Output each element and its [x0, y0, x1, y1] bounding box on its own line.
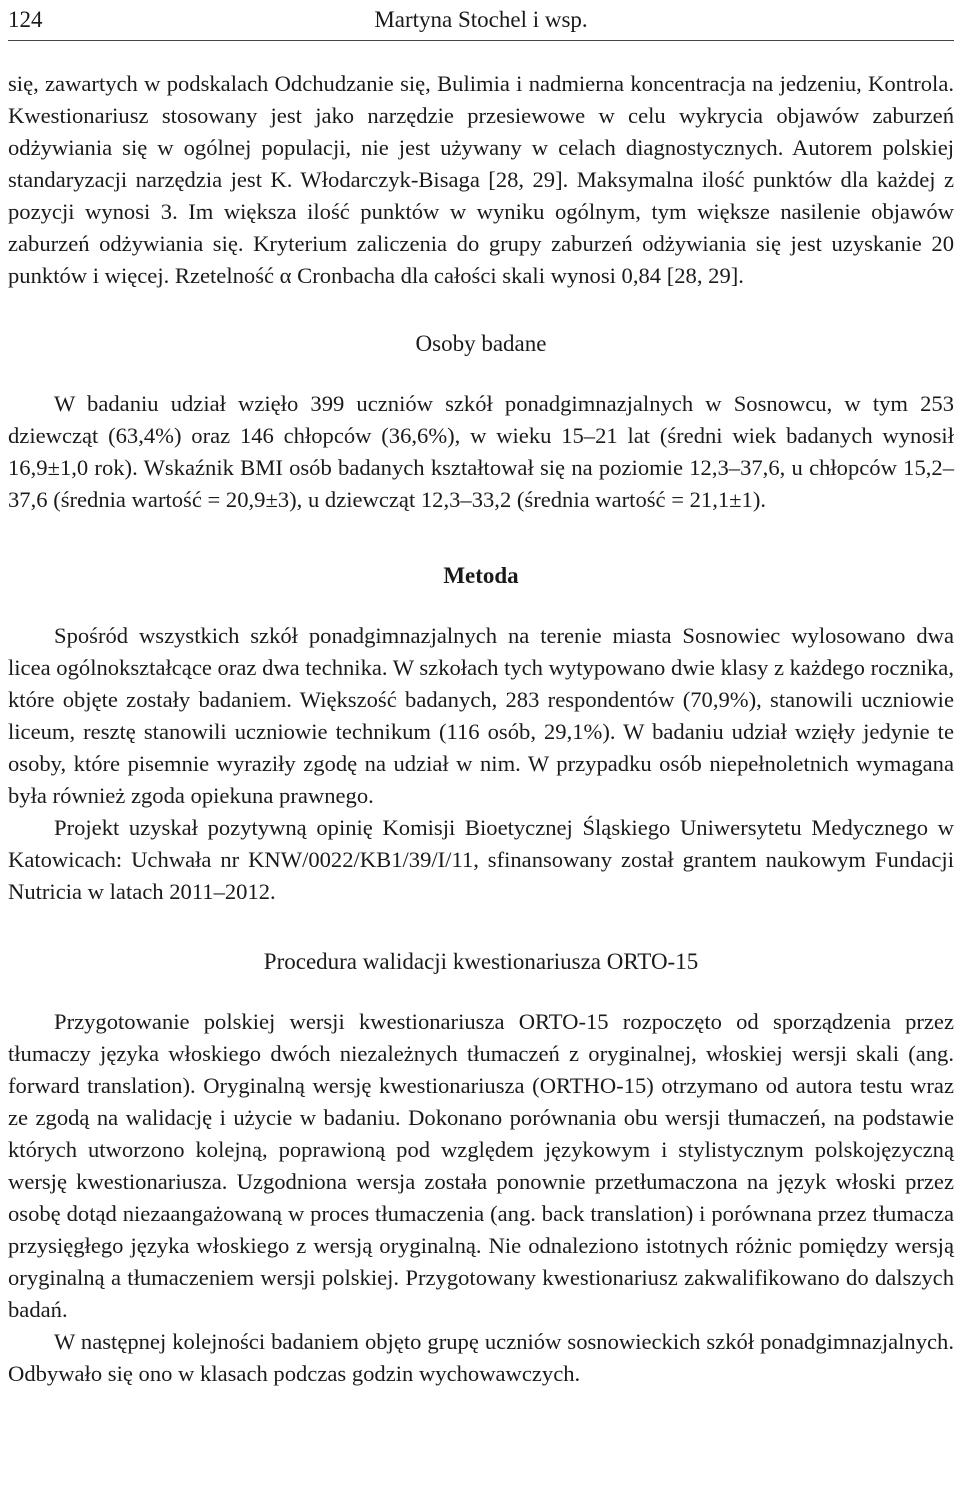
- document-page: [8, 0, 954, 1390]
- subjects-section-title: Osoby badane: [415, 331, 547, 356]
- intro-section: [8, 68, 954, 292]
- running-header: [8, 0, 954, 41]
- page-number: 124: [8, 7, 43, 32]
- subjects-paragraph: W badaniu udział wzięło 399 uczniów szkół ponadgimnazjalnych w Sosnowcu, w tym 253 dziewcząt (63,4%) oraz 146 chłopców (36,6%), w wieku 15–21 lat (średni wiek badanych wynosił 16,9±1,0 rok). Wskaźnik BMI osób badanych kształtował się na poziomie 12,3–37,6, u chłopców 15,2–37,6 (średnia wartość = 20,9±3), u dziewcząt 12,3–33,2 (średnia wartość = 21,1±1).: [8, 391, 954, 512]
- procedure-section: [8, 1006, 954, 1390]
- intro-paragraph: się, zawartych w podskalach Odchudzanie się, Bulimia i nadmierna koncentracja na jedzeniu, Kontrola. Kwestionariusz stosowany jest jako narzędzie przesiewowe w celu wykrycia objawów zaburzeń odżywiania się w ogólnej populacji, nie jest używany w celach diagnostycznych. Autorem polskiej standaryzacji narzędzia jest K. Włodarczyk-Bisaga [28, 29]. Maksymalna ilość punktów dla każdej z pozycji wynosi 3. Im większa ilość punktów w wyniku ogólnym, tym większe nasilenie objawów zaburzeń odżywiania się. Kryterium zaliczenia do grupy zaburzeń odżywiania się jest uzyskanie 20 punktów i więcej. Rzetelność α Cronbacha dla całości skali wynosi 0,84 [28, 29].: [8, 71, 954, 288]
- subjects-section: [8, 388, 954, 516]
- method-paragraph-2: Projekt uzyskał pozytywną opinię Komisji Bioetycznej Śląskiego Uniwersytetu Medycznego w Katowicach: Uchwała nr KNW/0022/KB1/39/I/11, sfinansowany został grantem naukowym Fundacji Nutricia w latach 2011–2012.: [8, 815, 954, 904]
- procedure-paragraph-2: W następnej kolejności badaniem objęto grupę uczniów sosnowieckich szkół ponadgimnazjalnych. Odbywało się ono w klasach podczas godzin wychowawczych.: [8, 1329, 954, 1386]
- method-section: [8, 620, 954, 908]
- procedure-section-title: Procedura walidacji kwestionariusza ORTO-15: [263, 949, 699, 974]
- running-title: Martyna Stochel i wsp.: [374, 7, 588, 32]
- procedure-paragraph-1: Przygotowanie polskiej wersji kwestionariusza ORTO-15 rozpoczęto od sporządzenia przez tłumaczy języka włoskiego dwóch niezależnych tłumaczeń z oryginalnej, włoskiej wersji skali (ang. forward translation). Oryginalną wersję kwestionariusza (ORTHO-15) otrzymano od autora testu wraz ze zgodą na walidację i użycie w badaniu. Dokonano porównania obu wersji tłumaczeń, na podstawie których utworzono kolejną, poprawioną pod względem językowym i stylistycznym polskojęzyczną wersję kwestionariusza. Uzgodniona wersja została ponownie przetłumaczona na język włoski przez osobę dotąd niezaangażowaną w proces tłumaczenia (ang. back translation) i porównana przez tłumacza przysięgłego języka włoskiego z wersją oryginalną. Nie odnaleziono istotnych różnic pomiędzy wersją oryginalną a tłumaczeniem wersji polskiej. Przygotowany kwestionariusz zakwalifikowano do dalszych badań.: [8, 1009, 954, 1322]
- method-paragraph-1: Spośród wszystkich szkół ponadgimnazjalnych na terenie miasta Sosnowiec wylosowano dwa licea ogólnokształcące oraz dwa technika. W szkołach tych wytypowano dwie klasy z każdego rocznika, które objęte zostały badaniem. Większość badanych, 283 respondentów (70,9%), stanowili uczniowie liceum, resztę stanowili uczniowie technikum (116 osób, 29,1%). W badaniu udział wzięły jedynie te osoby, które pisemnie wyraziły zgodę na udział w nim. W przypadku osób niepełnoletnich wymagana była również zgoda opiekuna prawnego.: [8, 623, 954, 808]
- method-section-title: Metoda: [443, 563, 519, 588]
